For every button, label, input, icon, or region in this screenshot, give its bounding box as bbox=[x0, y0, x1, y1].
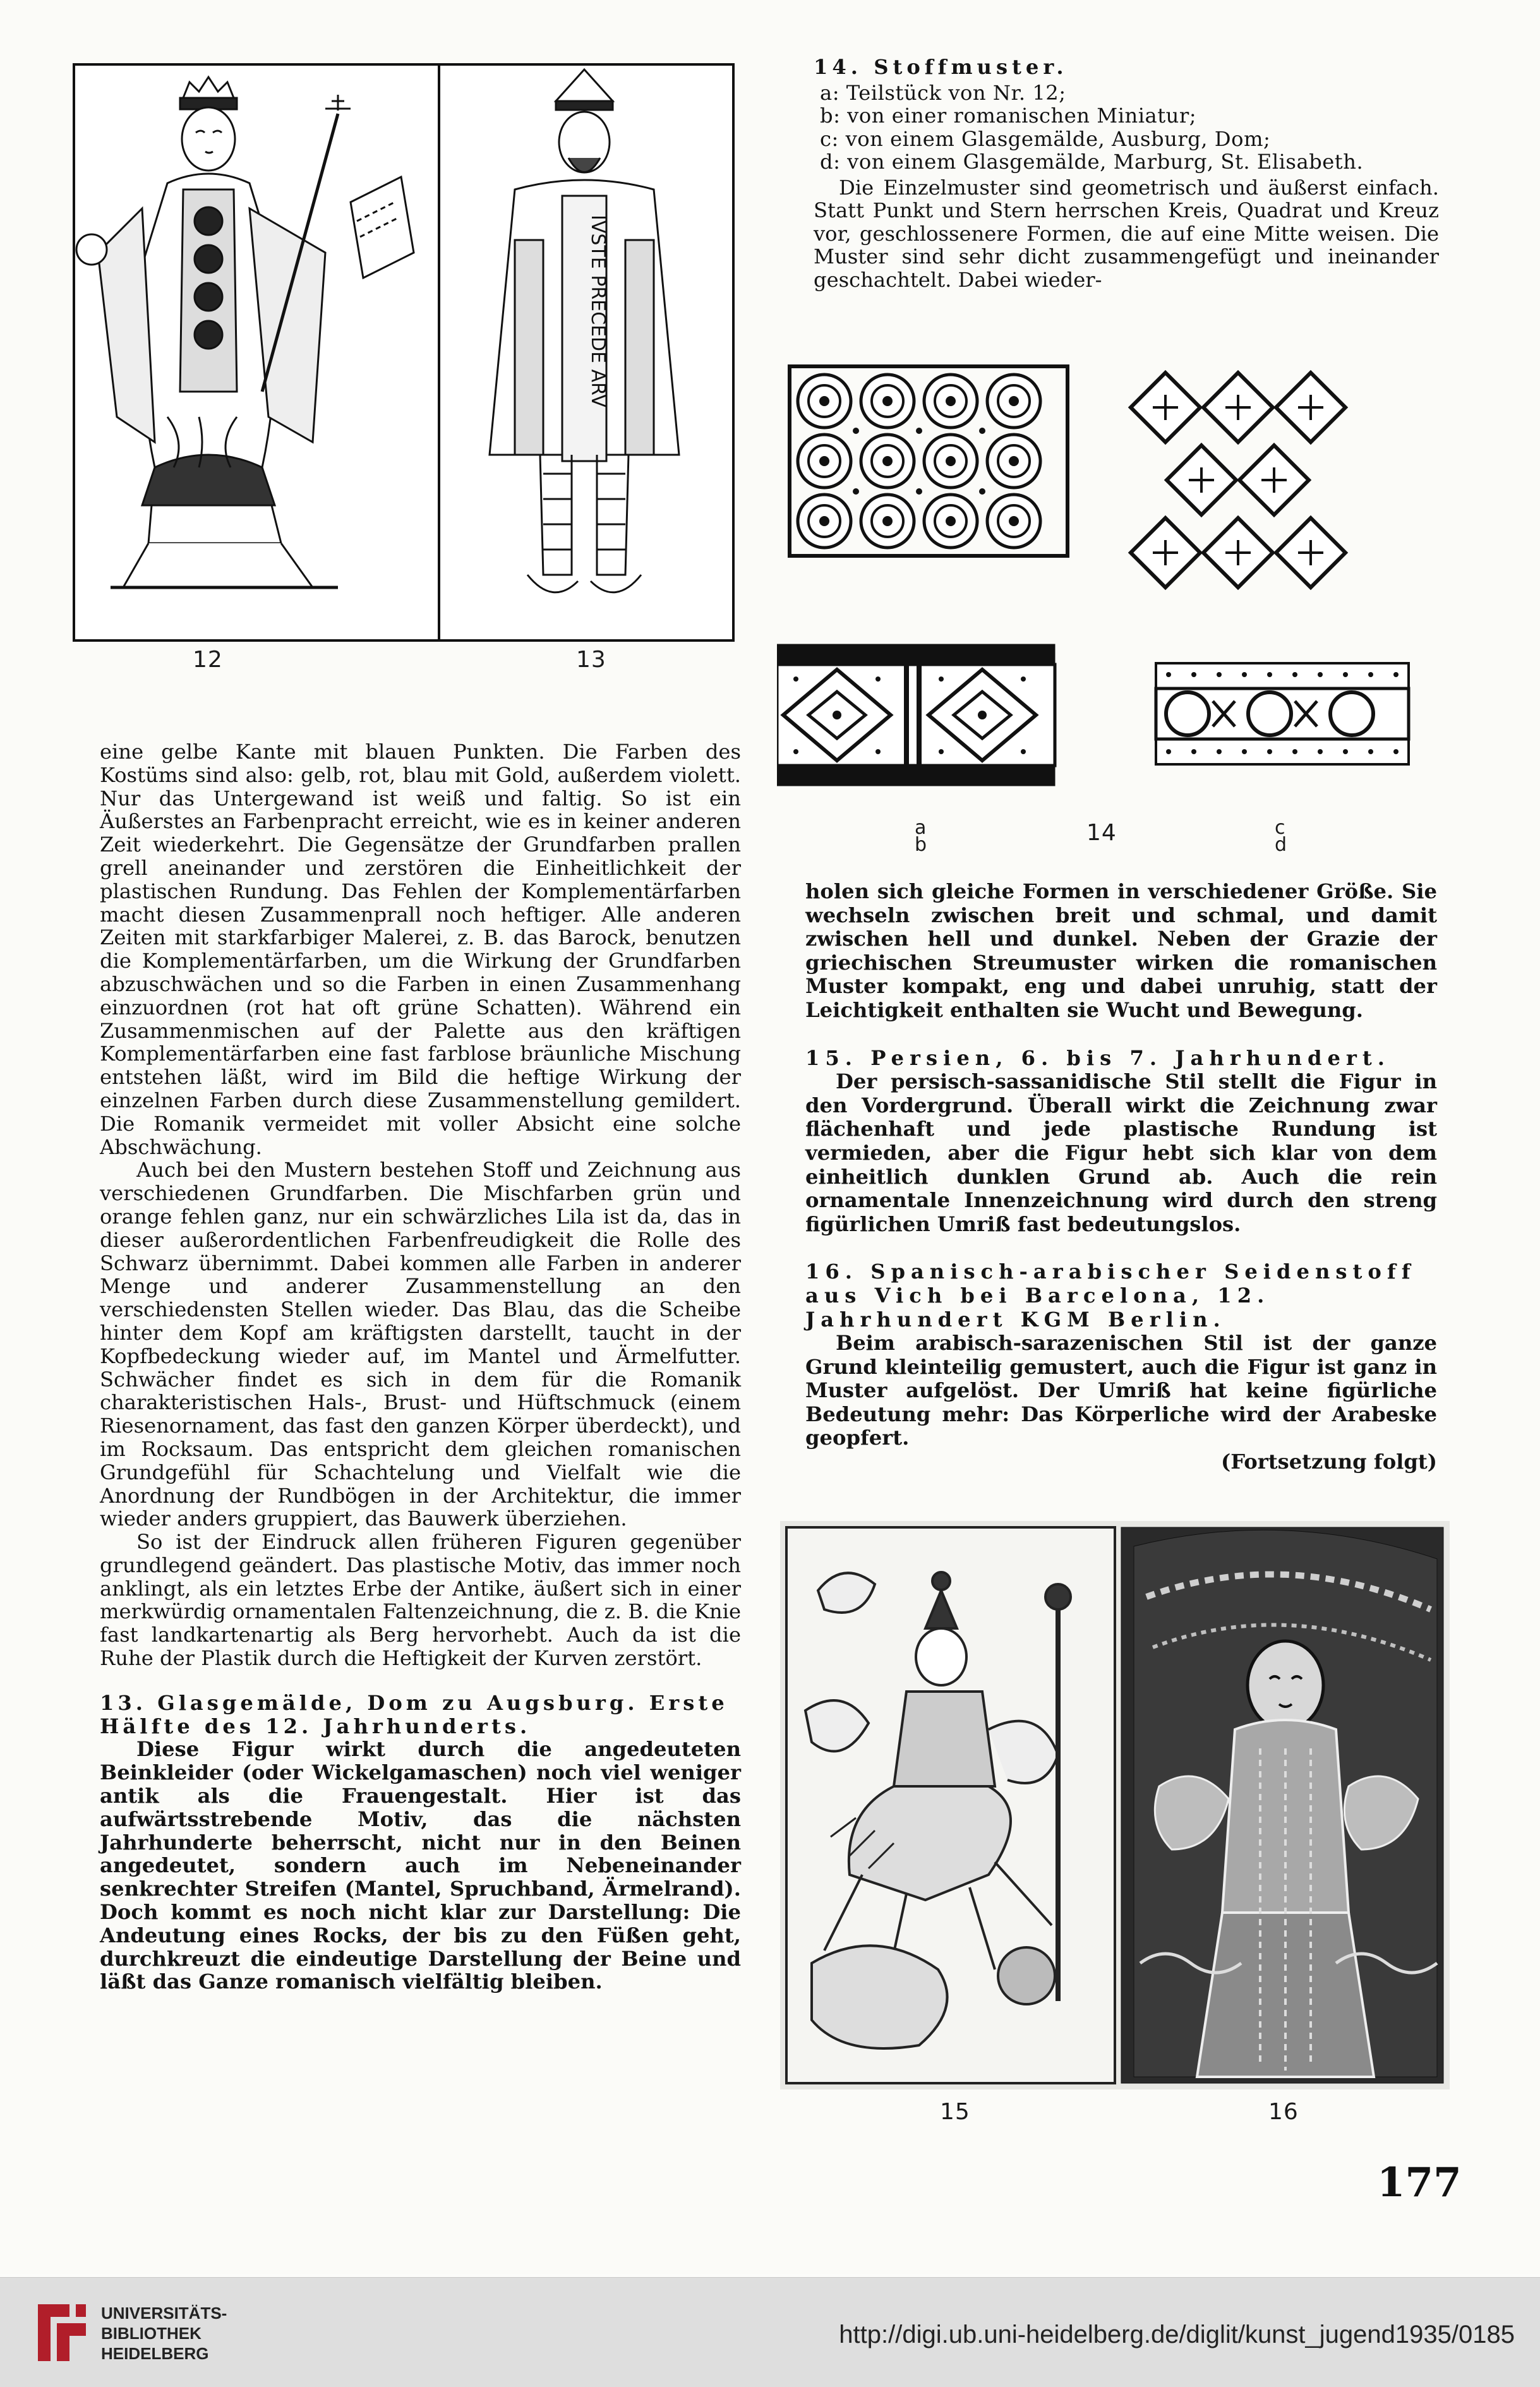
figure-14-sublabel-a: a bbox=[915, 817, 927, 839]
continuation-note: (Fortsetzung folgt) bbox=[1220, 1450, 1437, 1474]
figure-12-13-drawing bbox=[73, 63, 735, 651]
paragraph: eine gelbe Kante mit blauen Punkten. Die Farben des Kostüms sind also: gelb, rot, blau mit Gold, außerdem violett. Nur das Untergewand ist weiß und faltig. So ist ein Äußerstes an Farbenpracht erreicht, wie es in keiner anderen Zeit wiederkehrt. Die Gegensätze der Grundfarben prallen grell aneinander und zerstören die Einheitlichkeit der plastischen Rundung. Das Fehlen der Komplementärfarben macht diesen Zusammenprall noch heftiger. Alle anderen Zeiten mit starkfarbiger Malerei, z. B. das Barock, benutzen die Komplementärfarben, um die Wirkung der Grundfarben abzuschwächen und so die Farben in einen Zusammenhang einzuordnen (rot hat oft grüne Schatten). Während ein Zusammenmischen auf der Palette aus den kräftigen Komplementärfarben eine fast farblose bräunliche Mischung entstehen läßt, wird im Bild die heftige Wirkung der einzelnen Farben durch diese Zusammenstellung gemildert. Die Romanik vermeidet mit voller Absicht eine solche Abschwächung. bbox=[100, 740, 741, 1159]
section-14-body: Die Einzelmuster sind geometrisch und äußerst einfach. Statt Punkt und Stern herrschen Kreis, Quadrat und Kreuz vor, geschlossenere Formen, die auf eine Mitte weisen. Die Muster sind sehr dicht zusammengefügt und ineinander geschachtelt. Dabei wieder- bbox=[814, 175, 1439, 292]
figure-14-sublabel-c: c bbox=[1275, 817, 1286, 839]
list-item: a: Teilstück von Nr. 12; bbox=[820, 80, 1066, 105]
figure-14-svg bbox=[777, 354, 1465, 853]
paragraph: Diese Figur wirkt durch die angedeuteten Beinkleider (oder Wickelgamaschen) noch viel weniger antik als die Frauengestalt. Hier ist das aufwärtsstrebende Motiv, das die nächsten Jahrhunderte beherrscht, nicht nur in den Beinen angedeutet, sondern auch im Nebeneinander senkrechter Streifen (Mantel, Spruchband, Ärmelrand). Doch kommt es noch nicht klar zur Darstellung: Die Andeutung eines Rocks, der bis zu den Füßen geht, durchkreuzt die eindeutige Darstellung der Beine und läßt das Ganze romanisch vielfältig bleiben. bbox=[100, 1737, 741, 1994]
section-14-heading: 14. Stoffmuster. bbox=[814, 55, 1068, 79]
paragraph: Beim arabisch-sarazenischen Stil ist der ganze Grund kleinteilig gemustert, auch die Figur ist ganz in Muster aufgelöst. Der Umriß hat keine figürliche Bedeutung mehr: Das Körperliche wird der Arabeske geopfert. bbox=[805, 1331, 1437, 1450]
persian-textile bbox=[786, 1527, 1115, 2083]
page-number: 177 bbox=[1377, 2159, 1462, 2206]
figure-14-label: 14 bbox=[1086, 820, 1117, 846]
figure-14-sublabel-b: b bbox=[915, 834, 928, 856]
library-name-line: UNIVERSITÄTS- bbox=[101, 2304, 227, 2323]
pattern-d-band bbox=[1156, 663, 1409, 764]
pattern-a-circles bbox=[790, 366, 1068, 556]
list-item: d: von einem Glasgemälde, Marburg, St. Elisabeth. bbox=[820, 150, 1364, 174]
figure-12-13-svg bbox=[73, 63, 735, 651]
figure-15-16-svg bbox=[780, 1521, 1450, 2089]
spanish-arabic-textile bbox=[1121, 1527, 1443, 2083]
figure-15-16-textiles bbox=[780, 1521, 1450, 2089]
figure-13-label: 13 bbox=[576, 647, 606, 673]
figure-15-label: 15 bbox=[940, 2099, 970, 2125]
paragraph: holen sich gleiche Formen in verschiedener Größe. Sie wechseln zwischen breit und schmal, und damit zwischen hell und dunkel. Neben der Grazie der griechischen Streumuster wirken die romanischen Muster kompakt, eng und dabei unruhig, statt der Leichtigkeit enthalten sie Wucht und Bewegung. bbox=[805, 879, 1437, 1022]
paragraph: Auch bei den Mustern bestehen Stoff und Zeichnung aus verschiedenen Grundfarben. Die Mischfarben grün und orange fehlen ganz, nur ein schwärzliches Lila ist da, das in dieser außerordentlichen Farbenfreudigkeit die Rolle des Schwarz übernimmt. Dabei kommen alle Farben in anderer Menge und anderer Zusammenstellung an den verschiedensten Stellen wieder. Das Blau, das die Scheibe hinter dem Kopf am kräftigsten darstellt, taucht in der Kopfbedeckung wieder auf, im Mantel und Ärmelfutter. Schwächer findet es sich in dem für die Romanik charakteristischen Hals-, Brust- und Hüftschmuck (einem Riesenornament, das fast den ganzen Körper überdeckt), und im Rocksaum. Das entspricht dem gleichen romanischen Grundgefühl für Schachtelung und Vielfalt wie die Anordnung der Rundbögen in der Architektur, die immer wieder anders gruppiert, das Bauwerk überziehen. bbox=[100, 1158, 741, 1531]
list-item: c: von einem Glasgemälde, Ausburg, Dom; bbox=[820, 126, 1271, 151]
right-text-column bbox=[805, 880, 1437, 1474]
figure-16-label: 16 bbox=[1268, 2099, 1299, 2125]
section-16-heading: 16. Spanisch-arabischer Seidenstoff aus Vich bei Barcelona, 12. Jahrhundert KGM Berlin. bbox=[805, 1260, 1416, 1332]
figure-12-label: 12 bbox=[193, 647, 223, 673]
pattern-c-band bbox=[777, 644, 1055, 786]
figure-14-patterns bbox=[777, 354, 1465, 853]
section-14-text bbox=[814, 56, 1439, 291]
viewer-footer bbox=[0, 2277, 1540, 2387]
left-text-column bbox=[100, 740, 741, 1993]
library-name[interactable] bbox=[101, 2303, 227, 2364]
library-logo-icon[interactable] bbox=[32, 2298, 92, 2367]
inscription-text: IVSTE PRECEDE ARV bbox=[587, 215, 609, 407]
paragraph: Der persisch-sassanidische Stil stellt die Figur in den Vordergrund. Überall wirkt die Zeichnung zwar flächenhaft und jede plastische Rundung ist vermieden, aber die Figur hebt sich klar von dem einheitlich dunklen Grund ab. Auch die rein ornamentale Innenzeichnung wird durch den streng figürlichen Umriß fast bedeutungslos. bbox=[805, 1069, 1437, 1236]
paragraph: So ist der Eindruck allen früheren Figuren gegenüber grundlegend geändert. Das plastische Motiv, das immer noch anklingt, als ein letztes Erbe der Antike, äußert sich in einer merkwürdig ornamentalen Faltenzeichnung, die z. B. die Knie fast landkartenartig als Berg hervorhebt. Auch da ist die Ruhe der Plastik durch die Heftigkeit der Kurven zerstört. bbox=[100, 1530, 741, 1671]
section-15-heading: 15. Persien, 6. bis 7. Jahrhundert. bbox=[805, 1045, 1390, 1070]
list-item: b: von einer romanischen Miniatur; bbox=[820, 104, 1197, 128]
pattern-b-diamonds bbox=[1131, 373, 1345, 587]
page-url-link[interactable]: http://digi.ub.uni-heidelberg.de/diglit/kunst_jugend1935/0185 bbox=[839, 2321, 1515, 2348]
library-name-line: BIBLIOTHEK bbox=[101, 2324, 202, 2343]
figure-14-sublabel-d: d bbox=[1275, 834, 1288, 856]
library-name-line: HEIDELBERG bbox=[101, 2344, 209, 2363]
section-13-heading: 13. Glasgemälde, Dom zu Augsburg. Erste Hälfte des 12. Jahrhunderts. bbox=[100, 1690, 728, 1738]
